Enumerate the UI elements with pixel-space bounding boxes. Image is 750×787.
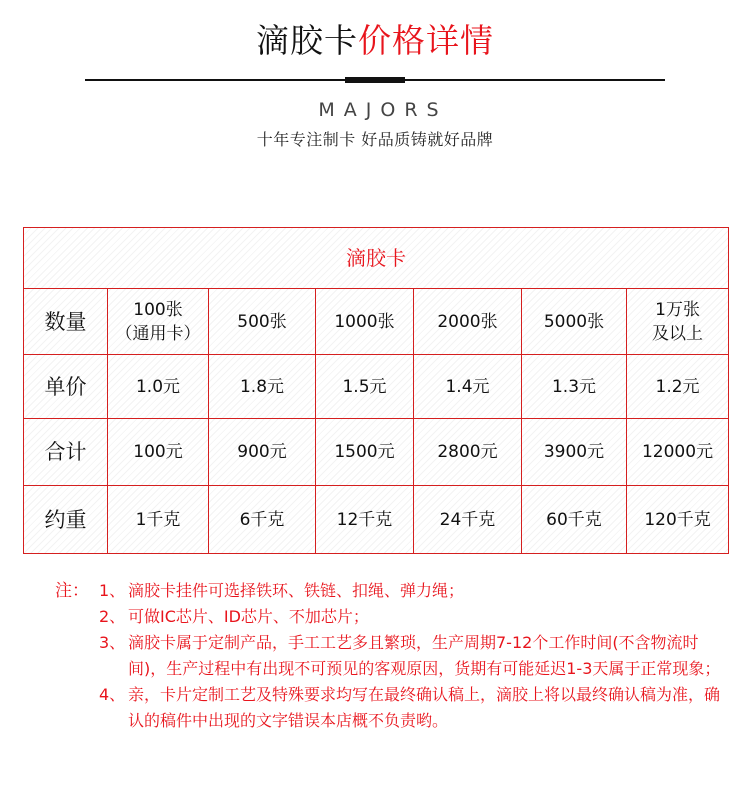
total-cell: 100元: [108, 419, 209, 486]
table-row-total: [24, 419, 729, 486]
title-red-part: 价格详情: [358, 21, 494, 60]
quantity-cell-line1: 1万张: [655, 299, 700, 320]
page-title: [0, 16, 750, 66]
quantity-cell-line1: 100张: [133, 299, 183, 320]
brand-name: MAJORS: [318, 99, 448, 121]
weight-cell: 6千克: [209, 486, 316, 554]
table-product-header: 滴胶卡: [24, 228, 729, 289]
total-cell: 1500元: [316, 419, 414, 486]
note-item: [99, 682, 735, 734]
note-number: 2、: [99, 607, 126, 626]
total-cell: 3900元: [522, 419, 627, 486]
price-table: [23, 227, 729, 554]
weight-cell: 1千克: [108, 486, 209, 554]
quantity-cell: 1000张: [316, 289, 414, 355]
note-item: [99, 630, 735, 682]
note-text: 滴胶卡挂件可选择铁环、铁链、扣绳、弹力绳；: [128, 581, 465, 600]
total-cell: 12000元: [627, 419, 729, 486]
table-row-quantity: [24, 289, 729, 355]
note-text: 亲，卡片定制工艺及特殊要求均写在最终确认稿上，滴胶上将以最终确认稿为准，确认的稿件中出现的文字错误本店概不负责哟。: [128, 685, 721, 730]
quantity-cell: 2000张: [414, 289, 522, 355]
weight-cell: 120千克: [627, 486, 729, 554]
quantity-cell: 5000张: [522, 289, 627, 355]
note-number: 4、: [99, 685, 126, 704]
unit-price-cell: 1.4元: [414, 355, 522, 419]
note-item: [99, 578, 735, 604]
quantity-cell: [627, 289, 729, 355]
notes-list: [55, 578, 735, 734]
table-row-weight: [24, 486, 729, 554]
row-label-unit-price: 单价: [24, 355, 108, 419]
unit-price-cell: 1.2元: [627, 355, 729, 419]
note-item: [99, 604, 735, 630]
quantity-cell: 500张: [209, 289, 316, 355]
row-label-total: 合计: [24, 419, 108, 486]
row-label-weight: 约重: [24, 486, 108, 554]
unit-price-cell: 1.5元: [316, 355, 414, 419]
note-text: 滴胶卡属于定制产品，手工工艺多且繁琐，生产周期7-12个工作时间(不含物流时间)，生产过程中有出现不可预见的客观原因，货期有可能延迟1-3天属于正常现象；: [128, 633, 721, 678]
row-label-quantity: 数量: [24, 289, 108, 355]
total-cell: 900元: [209, 419, 316, 486]
note-number: 3、: [99, 633, 126, 652]
unit-price-cell: 1.8元: [209, 355, 316, 419]
note-number: 1、: [99, 581, 126, 600]
weight-cell: 24千克: [414, 486, 522, 554]
weight-cell: 60千克: [522, 486, 627, 554]
quantity-cell-line2: 及以上: [652, 323, 704, 344]
quantity-cell: [108, 289, 209, 355]
unit-price-cell: 1.0元: [108, 355, 209, 419]
title-black-part: 滴胶卡: [256, 21, 358, 60]
quantity-cell-line2: （通用卡）: [115, 323, 201, 344]
note-text: 可做IC芯片、ID芯片、不加芯片；: [128, 607, 369, 626]
title-divider-accent: [345, 77, 405, 83]
brand-slogan: 十年专注制卡 好品质铸就好品牌: [256, 130, 494, 149]
total-cell: 2800元: [414, 419, 522, 486]
table-row-unit-price: [24, 355, 729, 419]
unit-price-cell: 1.3元: [522, 355, 627, 419]
weight-cell: 12千克: [316, 486, 414, 554]
notes-section: [55, 578, 735, 734]
notes-lead: 注：: [55, 581, 89, 601]
